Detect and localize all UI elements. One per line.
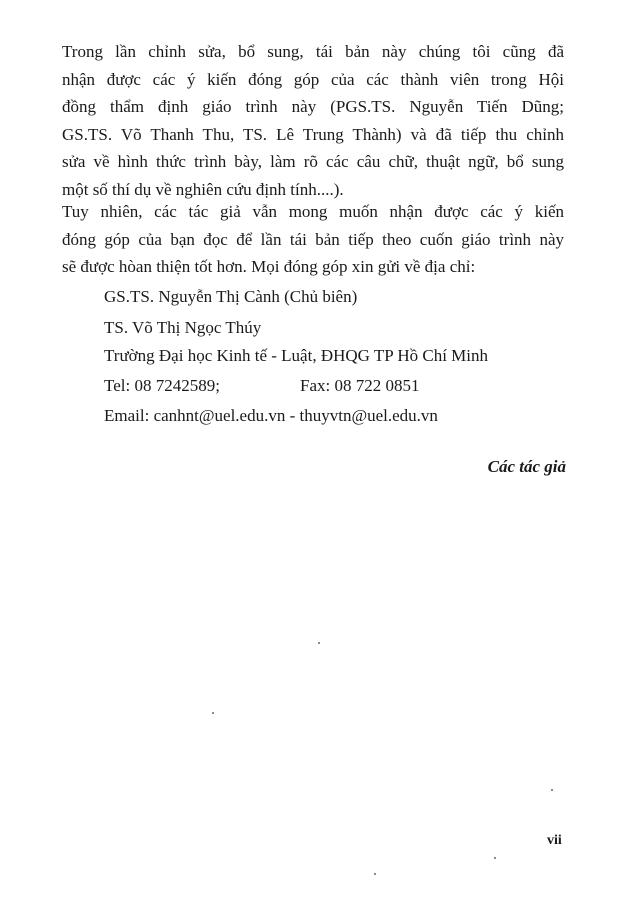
- paragraph-line: GS.TS. Võ Thanh Thu, TS. Lê Trung Thành) và đã tiếp thu chỉnh: [62, 124, 564, 144]
- paragraph-line: sẽ được hòan thiện tốt hơn. Mọi đóng góp xin gửi về địa chỉ:: [62, 257, 476, 276]
- paragraph-feedback-request: [62, 198, 564, 281]
- paragraph-line: Trong lần chỉnh sửa, bổ sung, tái bản này chúng tôi cũng đã: [62, 42, 564, 61]
- address-coauthor: TS. Võ Thị Ngọc Thúy: [104, 318, 262, 337]
- paragraph-line: đồng thẩm định giáo trình này (PGS.TS. Nguyễn Tiến Dũng;: [62, 97, 564, 116]
- scan-speck: [318, 642, 320, 644]
- scan-speck: [551, 789, 553, 791]
- address-institution: Trường Đại học Kinh tế - Luật, ĐHQG TP Hồ Chí Minh: [104, 346, 489, 365]
- paragraph-revision-notes: [62, 38, 564, 203]
- scan-speck: [212, 712, 214, 714]
- address-fax: Fax: 08 722 0851: [300, 376, 420, 395]
- page-number: vii: [547, 833, 562, 848]
- scan-speck: [494, 857, 496, 859]
- paragraph-line: nhận được các ý kiến đóng góp của các thành viên trong Hội: [62, 69, 564, 89]
- paragraph-line: một số thí dụ về nghiên cứu định tính....).: [62, 179, 344, 199]
- address-editor: GS.TS. Nguyễn Thị Cành (Chủ biên): [104, 287, 358, 306]
- paragraph-line: đóng góp của bạn đọc để lần tái bản tiếp theo cuốn giáo trình này: [62, 229, 564, 249]
- address-tel: Tel: 08 7242589;: [104, 376, 220, 395]
- signature-authors: Các tác giả: [487, 457, 566, 476]
- paragraph-line: Tuy nhiên, các tác giả vẫn mong muốn nhận được các ý kiến: [62, 202, 564, 221]
- address-email: Email: canhnt@uel.edu.vn - thuyvtn@uel.edu.vn: [104, 406, 438, 425]
- scan-speck: [374, 873, 376, 875]
- paragraph-line: sửa về hình thức trình bày, làm rõ các câu chữ, thuật ngữ, bổ sung: [62, 152, 564, 171]
